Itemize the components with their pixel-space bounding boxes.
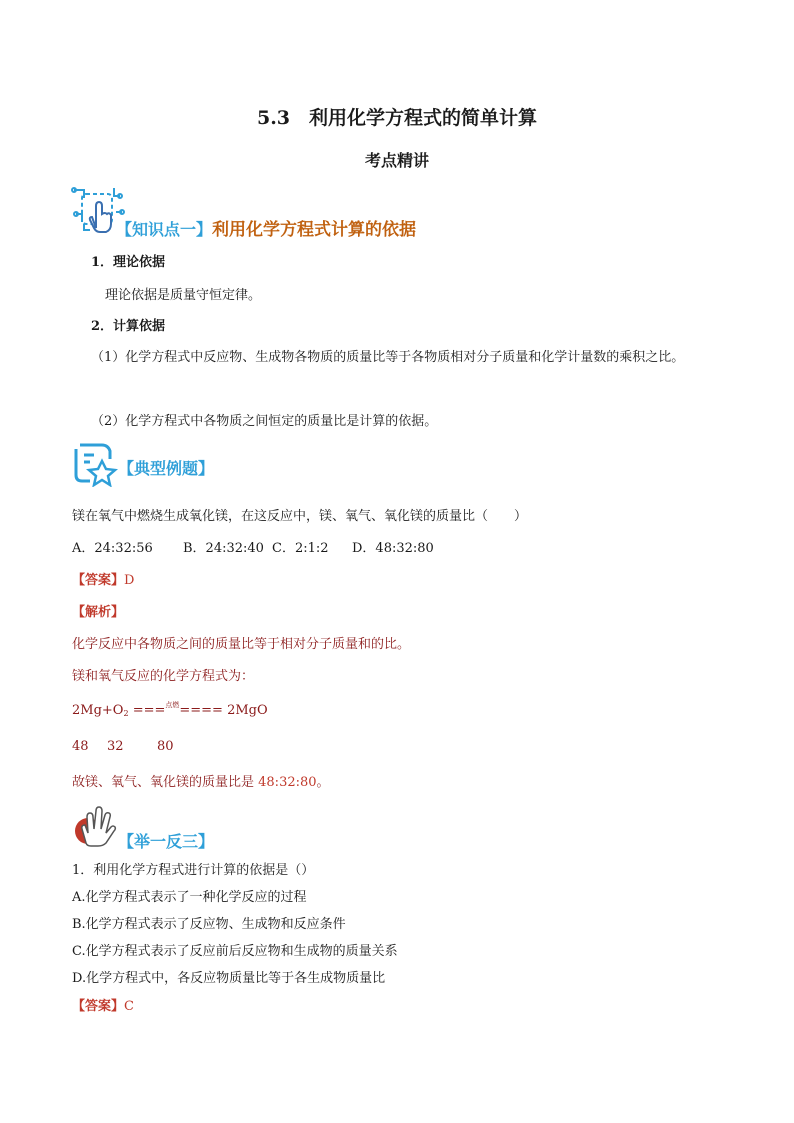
hand-gesture-icon [72,803,118,847]
knowledge-point-heading [116,215,416,240]
practice-answer [72,995,134,1014]
knowledge-point-label: 【知识点一】 [116,220,213,239]
item2-text-2: （2）化学方程式中各物质之间恒定的质量比是计算的依据。 [91,414,438,429]
mass-mg: 48 [72,739,89,754]
conclusion-prefix: 故镁、氧气、氧化镁的质量比是 [72,775,259,790]
item2-text-1: （1）化学方程式中反应物、生成物各物质的质量比等于各物质相对分子质量和化学计量数的乘积之比。 [91,350,685,365]
example-section-label: 【典型例题】 [118,459,215,478]
example-option-b: B．24:32:40 [183,541,264,556]
item2-heading: 2．计算依据 [91,319,166,334]
conclusion-suffix: 。 [316,775,330,790]
example-answer [72,569,134,588]
practice-question: 1．利用化学方程式进行计算的依据是（） [72,863,315,878]
chemical-equation [72,703,268,718]
practice-answer-tag: 【答案】 [72,999,125,1014]
practice-option-b: B.化学方程式表示了反应物、生成物和反应条件 [72,917,346,932]
practice-section-label: 【举一反三】 [118,832,215,851]
mass-mgo: 80 [157,739,174,754]
item1-heading: 1．理论依据 [91,255,166,270]
practice-answer-value: C [124,999,134,1014]
analysis-tag: 【解析】 [72,605,125,620]
analysis-line-1: 化学反应中各物质之间的质量比等于相对分子质量和的比。 [72,637,411,652]
answer-tag: 【答案】 [72,573,125,588]
analysis-conclusion [72,771,330,790]
example-option-a: A．24:32:56 [72,541,153,556]
equation-condition: 点燃 [165,701,180,709]
equation-left: 2Mg+O [72,703,124,718]
example-option-c: C．2:1:2 [272,541,329,556]
equation-right: ==== 2MgO [179,703,268,718]
practice-option-c: C.化学方程式表示了反应前后反应物和生成物的质量关系 [72,944,398,959]
conclusion-value: 48:32:80 [258,775,317,790]
analysis-line-2: 镁和氧气反应的化学方程式为： [72,669,255,684]
equation-arrow: === [128,703,166,718]
answer-value: D [124,573,135,588]
page-title: 5.3 利用化学方程式的简单计算 [256,107,538,129]
mass-o2: 32 [107,739,124,754]
knowledge-point-title: 利用化学方程式计算的依据 [212,220,417,240]
equation-subscript: 2 [123,709,129,718]
page-subtitle: 考点精讲 [364,151,429,170]
example-option-d: D．48:32:80 [352,541,434,556]
item1-text: 理论依据是质量守恒定律。 [105,288,262,303]
practice-option-a: A.化学方程式表示了一种化学反应的过程 [72,890,307,905]
star-document-icon [72,441,118,487]
practice-option-d: D.化学方程式中，各反应物质量比等于各生成物质量比 [72,971,386,986]
example-question: 镁在氧气中燃烧生成氧化镁，在这反应中，镁、氧气、氧化镁的质量比（ ） [72,509,528,524]
